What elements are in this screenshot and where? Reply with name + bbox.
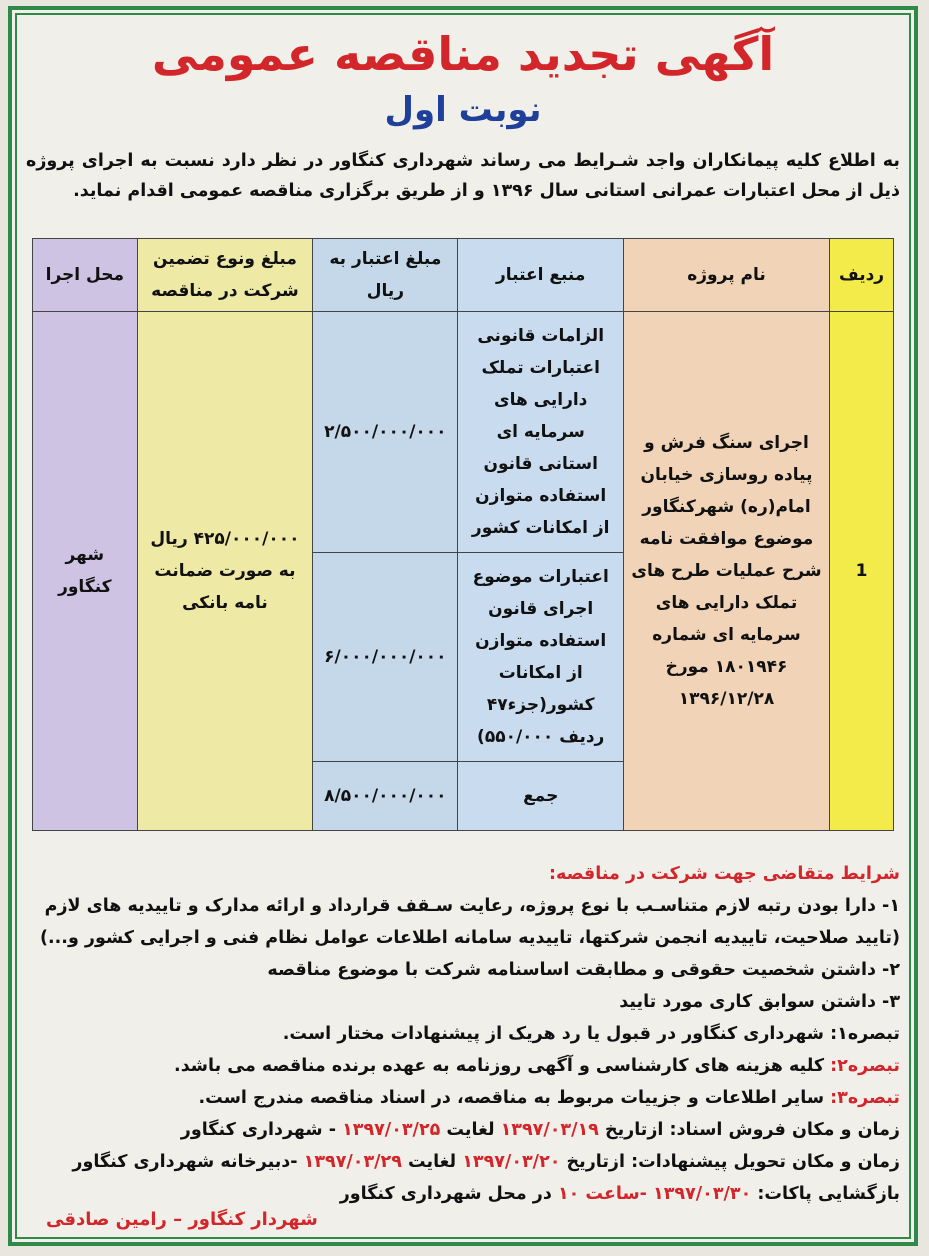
delivery-to: لغایت xyxy=(407,1152,457,1172)
note-3 xyxy=(26,1082,900,1114)
cell-amount-2: ۶/۰۰۰/۰۰۰/۰۰۰ xyxy=(313,553,458,762)
opening-place: در محل شهرداری کنگاور xyxy=(339,1184,552,1204)
notice-page xyxy=(8,6,918,1246)
cell-guarantee xyxy=(137,312,313,831)
table-header-row xyxy=(33,239,894,312)
cell-row-no: 1 xyxy=(830,312,894,831)
cell-source-1: الزامات قانونی اعتبارات تملک دارایی های سرمایه ای استانی قانون استفاده متوازن از امکانات کشور xyxy=(458,312,623,553)
conditions-section xyxy=(26,858,900,1210)
cell-amount-1: ۲/۵۰۰/۰۰۰/۰۰۰ xyxy=(313,312,458,553)
opening-time-place xyxy=(26,1178,900,1210)
header-project: نام پروژه xyxy=(623,239,829,312)
cell-source-2: اعتبارات موضوع اجرای قانون استفاده متوازن از امکانات کشور(جزء۴۷ ردیف ۵۵۰/۰۰۰) xyxy=(458,553,623,762)
delivery-date-start: ۱۳۹۷/۰۳/۲۰ xyxy=(462,1152,561,1172)
cell-total-label: جمع xyxy=(458,762,623,831)
cell-total-amount: ۸/۵۰۰/۰۰۰/۰۰۰ xyxy=(313,762,458,831)
sale-to: لغایت xyxy=(446,1120,495,1140)
delivery-label: زمان و مکان تحویل پیشنهادات: xyxy=(631,1152,900,1172)
note-3-text: سایر اطلاعات و جزییات مربوط به مناقصه، در اسناد مناقصه مندرج است. xyxy=(198,1088,825,1108)
conditions-heading: شرایط متقاضی جهت شرکت در مناقصه: xyxy=(548,864,900,884)
guarantee-type: به صورت ضمانت نامه بانکی xyxy=(154,561,296,613)
condition-item-1: ۱- دارا بودن رتبه لازم متناسـب با نوع پروژه، رعایت سـقف قرارداد و ارائه مدارک و تاییدیه های لازم (تایید صلاحیت، تاییدیه انجمن شرکتها، تاییدیه سامانه اطلاعات عوامل نظام فنی و اجرایی کشور و...) xyxy=(40,896,900,948)
delivery-time-place xyxy=(26,1146,900,1178)
note-1-label: تبصره۱: xyxy=(830,1024,900,1044)
sale-label: زمان و مکان فروش اسناد: xyxy=(669,1120,900,1140)
sale-place: - شهرداری کنگاور xyxy=(180,1120,336,1140)
sale-date-start: ۱۳۹۷/۰۳/۱۹ xyxy=(500,1120,599,1140)
sale-time-place xyxy=(26,1114,900,1146)
delivery-from: ازتاریخ xyxy=(566,1152,626,1172)
header-guarantee: مبلغ ونوع تضمین شرکت در مناقصه xyxy=(137,239,313,312)
header-place: محل اجرا xyxy=(33,239,138,312)
opening-label: بازگشایی پاکات: xyxy=(757,1184,900,1204)
note-2-label: تبصره۲: xyxy=(830,1056,900,1076)
sale-from: ازتاریخ xyxy=(604,1120,664,1140)
sale-date-end: ۱۳۹۷/۰۳/۲۵ xyxy=(342,1120,441,1140)
notice-subtitle: نوبت اول xyxy=(384,90,542,130)
notice-title: آگهی تجدید مناقصه عمومی xyxy=(151,27,775,81)
note-1-text: شهرداری کنگاور در قبول یا رد هریک از پیشنهادات مختار است. xyxy=(282,1024,825,1044)
note-3-label: تبصره۳: xyxy=(830,1088,900,1108)
tender-table xyxy=(32,238,894,831)
notice-content xyxy=(26,20,900,1232)
guarantee-amount: ۴۲۵/۰۰۰/۰۰۰ ریال xyxy=(150,529,300,549)
delivery-place: -دبیرخانه شهرداری کنگاور xyxy=(72,1152,298,1172)
intro-paragraph: به اطلاع کلیه پیمانکاران واجد شـرایط می رساند شهرداری کنگاور در نظر دارد نسبت به اجرای پروژه ذیل از محل اعتبارات عمرانی استانی سال ۱۳۹۶ و از طریق برگزاری مناقصه عمومی اقدام نماید. xyxy=(26,151,900,201)
condition-item-2: ۲- داشتن شخصیت حقوقی و مطابقت اساسنامه شرکت با موضوع مناقصه xyxy=(267,960,900,980)
header-row-no: ردیف xyxy=(830,239,894,312)
note-2-text: کلیه هزینه های کارشناسی و آگهی روزنامه به عهده برنده مناقصه می باشد. xyxy=(174,1056,825,1076)
opening-date: ۱۳۹۷/۰۳/۳۰ xyxy=(653,1184,752,1204)
table-row xyxy=(33,312,894,553)
note-2 xyxy=(26,1050,900,1082)
cell-project-name: اجرای سنگ فرش و پیاده روسازی خیابان امام(ره) شهرکنگاور موضوع موافقت نامه شرح عملیات طرح های تملک دارایی های سرمایه ای شماره ۱۸۰۱۹۴۶ مورخ ۱۳۹۶/۱۲/۲۸ xyxy=(623,312,829,831)
header-amount: مبلغ اعتبار به ریال xyxy=(313,239,458,312)
delivery-date-end: ۱۳۹۷/۰۳/۲۹ xyxy=(303,1152,402,1172)
header-source: منبع اعتبار xyxy=(458,239,623,312)
opening-time: -ساعت ۱۰ xyxy=(557,1184,647,1204)
cell-place: شهر کنگاور xyxy=(33,312,138,831)
note-1 xyxy=(26,1018,900,1050)
signature: شهردار کنگاور – رامین صادقی xyxy=(46,1209,318,1230)
condition-item-3: ۳- داشتن سوابق کاری مورد تایید xyxy=(619,992,900,1012)
